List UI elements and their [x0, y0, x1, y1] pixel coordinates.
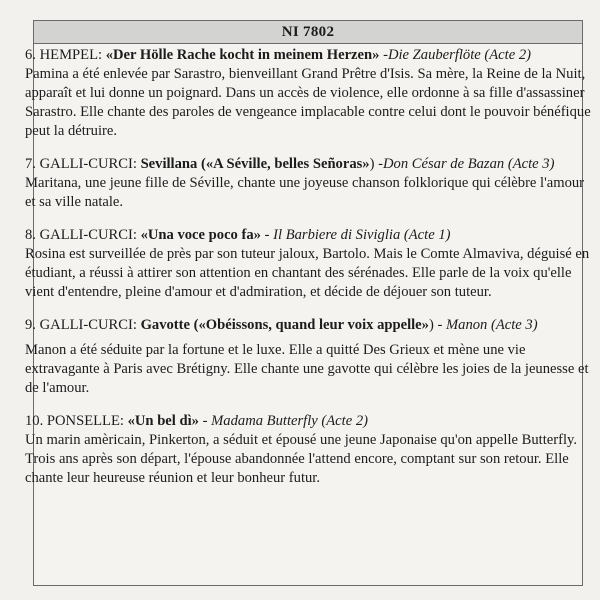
track-entry: [25, 316, 592, 398]
track-title: [25, 412, 592, 431]
track-entry: [25, 46, 592, 141]
track-title: [25, 155, 592, 174]
opera-title: Don César de Bazan (Acte 3): [382, 156, 555, 172]
separator: ) -: [369, 156, 383, 172]
track-notes: [25, 46, 592, 502]
catalog-header: [34, 21, 582, 44]
aria-title: «Una voce poco fa»: [140, 227, 261, 243]
aria-title: «Der Hölle Rache kocht in meinem Herzen»: [105, 47, 380, 63]
separator: -: [379, 47, 388, 63]
aria-title: Gavotte («Obéissons, quand leur voix appelle»: [140, 317, 429, 333]
singer-name: GALLI-CURCI:: [39, 317, 137, 333]
opera-title: Madama Butterfly (Acte 2): [211, 413, 368, 429]
track-description: Maritana, une jeune fille de Séville, chante une joyeuse chanson folklorique qui célèbre l'amour et sa ville natale.: [25, 175, 585, 210]
track-title: [25, 226, 592, 245]
aria-title: «Un bel dì»: [127, 413, 199, 429]
track-title: [25, 46, 592, 65]
opera-title: Manon (Acte 3): [446, 317, 538, 333]
singer-name: PONSELLE:: [46, 413, 124, 429]
track-title: [25, 316, 592, 335]
singer-name: GALLI-CURCI:: [39, 156, 137, 172]
opera-title: Die Zauberflöte (Acte 2): [387, 47, 531, 63]
opera-title: Il Barbiere di Siviglia (Acte 1): [273, 227, 451, 243]
track-description: Manon a été séduite par la fortune et le luxe. Elle a quitté Des Grieux et mène une vie extravagante à Paris avec Brétigny. Elle chante une gavotte qui célèbre les joies de la jeunesse et de l'amour.: [25, 342, 589, 396]
singer-name: HEMPEL:: [39, 47, 103, 63]
track-number: 6.: [25, 47, 36, 63]
track-number: 9.: [25, 317, 36, 333]
singer-name: GALLI-CURCI:: [39, 227, 137, 243]
track-entry: [25, 226, 592, 302]
track-number: 10.: [25, 413, 44, 429]
track-description: Un marin amèricain, Pinkerton, a séduit et épousé une jeune Japonaise qu'on appelle Butterfly. Trois ans après son départ, l'épouse abandonnée l'attend encore, comptant sur son retour. Elle chante leur heureuse réunion et leur bonheur futur.: [25, 432, 578, 486]
aria-title: Sevillana («A Séville, belles Señoras»: [140, 156, 370, 172]
track-number: 7.: [25, 156, 36, 172]
separator: -: [260, 227, 270, 243]
track-number: 8.: [25, 227, 36, 243]
catalog-number: NI 7802: [281, 24, 335, 40]
track-description: Rosina est surveillée de près par son tuteur jaloux, Bartolo. Mais le Comte Almaviva, déguisé en étudiant, a réussi à attirer son attention en chantant des sérénades. Elle parle de la voix qu'elle vient d'entendre, pleine d'amour et d'admiration, et décide de déjouer son tuteur.: [25, 246, 590, 300]
separator: ) -: [428, 317, 443, 333]
track-entry: [25, 155, 592, 212]
track-entry: [25, 412, 592, 488]
track-description: Pamina a été enlevée par Sarastro, bienveillant Grand Prêtre d'Isis. Sa mère, la Reine de la Nuit, apparaît et lui donne un poignard. Dans un accès de violence, elle ordonne à sa fille d'assassiner Sarastro. Elle chante des paroles de vengeance implacable contre celui dont le pouvoir bénéfique peut la détruire.: [25, 66, 591, 139]
separator: -: [198, 413, 208, 429]
